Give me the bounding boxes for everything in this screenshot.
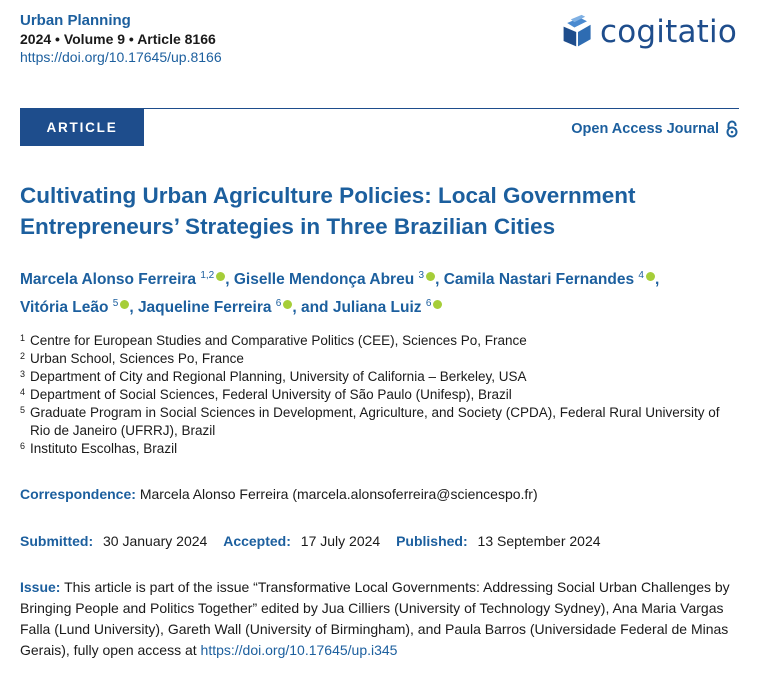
author[interactable]: Juliana Luiz bbox=[332, 299, 422, 317]
author-list: Marcela Alonso Ferreira $^{1,2}$ , Giselle Mendonça Abreu $^3$ , Camila Nastari Fernandes $^4$ , Vitória Leão $^5$ , Jaqueline Ferreira $^6$ , and Juliana Luiz $^6$ bbox=[20, 270, 660, 317]
publication-dates bbox=[20, 533, 613, 549]
open-access-text: Open Access Journal bbox=[571, 121, 719, 137]
author[interactable]: Jaqueline Ferreira bbox=[137, 299, 272, 317]
orcid-icon[interactable] bbox=[216, 272, 225, 281]
author-affil-ref: 3 bbox=[418, 270, 425, 281]
author-affil-ref: 5 bbox=[112, 298, 119, 310]
affiliation-item: 3 Department of City and Regional Planning, University of California – Berkeley, USA bbox=[20, 369, 527, 384]
open-access-label bbox=[571, 120, 739, 138]
orcid-icon[interactable] bbox=[426, 272, 435, 281]
affiliation-item: 5 Graduate Program in Social Sciences in Development, Agriculture, and Society (CPDA), Federal Rural University of Rio de Janeiro (UFRRJ), Brazil bbox=[20, 405, 720, 438]
orcid-icon[interactable] bbox=[283, 300, 292, 309]
author-affil-ref: 6 bbox=[425, 298, 432, 310]
affiliation-item: 2 Urban School, Sciences Po, France bbox=[20, 351, 244, 366]
logo-wordmark: cogitatio bbox=[600, 14, 737, 50]
published-label: Published: bbox=[396, 533, 468, 549]
article-title: Cultivating Urban Agriculture Policies: Local Government Entrepreneurs’ Strategies in Three Brazilian Cities bbox=[20, 183, 636, 239]
issue-doi-link[interactable]: https://doi.org/10.17645/up.i345 bbox=[200, 642, 398, 658]
article-type-badge: ARTICLE bbox=[20, 108, 144, 146]
orcid-icon[interactable] bbox=[433, 300, 442, 309]
submitted-label: Submitted: bbox=[20, 533, 94, 549]
accepted-date: 17 July 2024 bbox=[300, 533, 381, 549]
affiliation-list bbox=[20, 332, 740, 458]
author[interactable]: Marcela Alonso Ferreira bbox=[20, 271, 197, 289]
author[interactable]: Camila Nastari Fernandes bbox=[443, 271, 635, 289]
submitted-date: 30 January 2024 bbox=[103, 533, 208, 549]
correspondence-text: Marcela Alonso Ferreira (marcela.alonsoferreira@sciencespo.fr) bbox=[139, 486, 538, 502]
correspondence bbox=[20, 486, 538, 502]
open-access-lock-icon bbox=[725, 120, 739, 138]
journal-meta: 2024 • Volume 9 • Article 8166 bbox=[20, 31, 216, 47]
article-doi-link[interactable]: https://doi.org/10.17645/up.8166 bbox=[20, 49, 222, 65]
affiliation-item: 1 Centre for European Studies and Comparative Politics (CEE), Sciences Po, France bbox=[20, 333, 527, 348]
published-date: 13 September 2024 bbox=[477, 533, 601, 549]
correspondence-label: Correspondence: bbox=[20, 486, 136, 502]
issue-note bbox=[20, 577, 745, 661]
author[interactable]: Giselle Mendonça Abreu bbox=[233, 271, 415, 289]
orcid-icon[interactable] bbox=[120, 300, 129, 309]
journal-info bbox=[20, 12, 222, 66]
cogitatio-logo[interactable] bbox=[560, 14, 737, 50]
author[interactable]: Vitória Leão bbox=[20, 299, 109, 317]
issue-text: This article is part of the issue “Transformative Local Governments: Addressing Social Urban Challenges by Bringing People and Politics Together” edited by Jua Cilliers (University of Technology Sydney), Ana Maria Vargas Falla (Lund University), Gareth Wall (University of Birmingham), and Paula Barros (Universidade Federal de Minas Gerais), fully open access at bbox=[20, 579, 730, 658]
author-affil-ref: 1,2 bbox=[200, 270, 215, 281]
affiliation-item: 6 Instituto Escolhas, Brazil bbox=[20, 441, 178, 456]
affiliation-item: 4 Department of Social Sciences, Federal University of São Paulo (Unifesp), Brazil bbox=[20, 387, 512, 402]
accepted-label: Accepted: bbox=[223, 533, 291, 549]
orcid-icon[interactable] bbox=[646, 272, 655, 281]
author-affil-ref: 6 bbox=[275, 298, 282, 310]
author-affil-ref: 4 bbox=[638, 270, 644, 281]
journal-name: Urban Planning bbox=[20, 12, 131, 29]
issue-label: Issue: bbox=[20, 579, 61, 595]
cogitatio-book-logo-icon bbox=[560, 14, 596, 50]
